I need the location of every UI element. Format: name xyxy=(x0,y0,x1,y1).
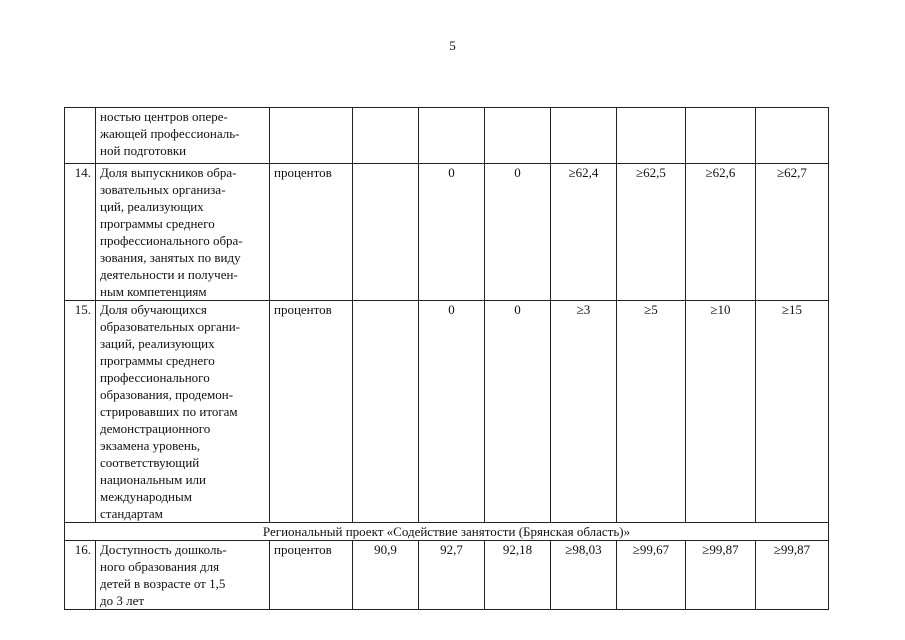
value-cell: 0 xyxy=(419,301,485,523)
indicator-name-line: образовательных органи- xyxy=(100,319,240,334)
indicator-name-line: стрировавших по итогам xyxy=(100,404,238,419)
value-cell: ≥99,67 xyxy=(617,541,686,610)
value-cell: ≥5 xyxy=(617,301,686,523)
indicator-name-line: ций, реализующих xyxy=(100,199,204,214)
value-cell: 0 xyxy=(485,164,551,301)
indicator-name-line: Доля обучающихся xyxy=(100,302,207,317)
indicator-name-line: демонстрационного xyxy=(100,421,211,436)
unit-cell: процентов xyxy=(270,541,353,610)
indicator-name-line: зовательных организа- xyxy=(100,182,226,197)
value-cell: 0 xyxy=(419,164,485,301)
value-cell: 92,7 xyxy=(419,541,485,610)
indicator-name-line: соответствующий xyxy=(100,455,200,470)
indicator-name-line: зования, занятых по виду xyxy=(100,250,241,265)
value-cell: ≥62,5 xyxy=(617,164,686,301)
indicator-name-line: национальным или xyxy=(100,472,206,487)
indicator-name-line: образования, продемон- xyxy=(100,387,234,402)
indicator-name xyxy=(96,301,270,523)
section-row xyxy=(65,523,829,541)
indicator-name-line: международным xyxy=(100,489,192,504)
indicators-table xyxy=(64,107,829,610)
value-cell xyxy=(756,108,829,164)
section-title: Региональный проект «Содействие занятости (Брянская область)» xyxy=(65,523,829,541)
indicator-name xyxy=(96,108,270,164)
unit-cell xyxy=(270,108,353,164)
value-cell: ≥62,7 xyxy=(756,164,829,301)
value-cell xyxy=(353,301,419,523)
indicator-name-line: ной подготовки xyxy=(100,143,187,158)
value-cell xyxy=(551,108,617,164)
indicator-name-line: ным компетенциям xyxy=(100,284,207,299)
value-cell: ≥10 xyxy=(686,301,756,523)
value-cell: ≥62,6 xyxy=(686,164,756,301)
indicator-name xyxy=(96,164,270,301)
value-cell xyxy=(485,108,551,164)
indicator-name-line: программы среднего xyxy=(100,216,215,231)
indicator-name-line: жающей профессиональ- xyxy=(100,126,240,141)
value-cell: 0 xyxy=(485,301,551,523)
indicator-name-line: профессионального xyxy=(100,370,210,385)
indicator-name-line: профессионального обра- xyxy=(100,233,243,248)
value-cell: ≥62,4 xyxy=(551,164,617,301)
indicator-name-line: ного образования для xyxy=(100,559,220,574)
indicator-name-line: экзамена уровень, xyxy=(100,438,201,453)
indicator-name-line: до 3 лет xyxy=(100,593,145,608)
indicator-name xyxy=(96,541,270,610)
value-cell: 92,18 xyxy=(485,541,551,610)
value-cell: ≥98,03 xyxy=(551,541,617,610)
table-row xyxy=(65,541,829,610)
table-row xyxy=(65,108,829,164)
value-cell: ≥15 xyxy=(756,301,829,523)
value-cell: 90,9 xyxy=(353,541,419,610)
indicator-name-line: деятельности и получен- xyxy=(100,267,238,282)
row-number: 16. xyxy=(65,541,96,610)
indicator-name-line: детей в возрасте от 1,5 xyxy=(100,576,226,591)
indicator-name-line: заций, реализующих xyxy=(100,336,215,351)
indicator-name-line: Доля выпускников обра- xyxy=(100,165,237,180)
value-cell: ≥99,87 xyxy=(756,541,829,610)
row-number xyxy=(65,108,96,164)
row-number: 14. xyxy=(65,164,96,301)
row-number: 15. xyxy=(65,301,96,523)
value-cell xyxy=(353,164,419,301)
value-cell xyxy=(353,108,419,164)
indicator-name-line: стандартам xyxy=(100,506,163,521)
table-row xyxy=(65,301,829,523)
unit-cell: процентов xyxy=(270,164,353,301)
indicator-name-line: Доступность дошколь- xyxy=(100,542,227,557)
indicator-name-line: ностью центров опере- xyxy=(100,109,228,124)
value-cell: ≥3 xyxy=(551,301,617,523)
table-row xyxy=(65,164,829,301)
value-cell xyxy=(686,108,756,164)
page-number: 5 xyxy=(449,38,456,53)
unit-cell: процентов xyxy=(270,301,353,523)
value-cell: ≥99,87 xyxy=(686,541,756,610)
value-cell xyxy=(617,108,686,164)
value-cell xyxy=(419,108,485,164)
indicator-name-line: программы среднего xyxy=(100,353,215,368)
